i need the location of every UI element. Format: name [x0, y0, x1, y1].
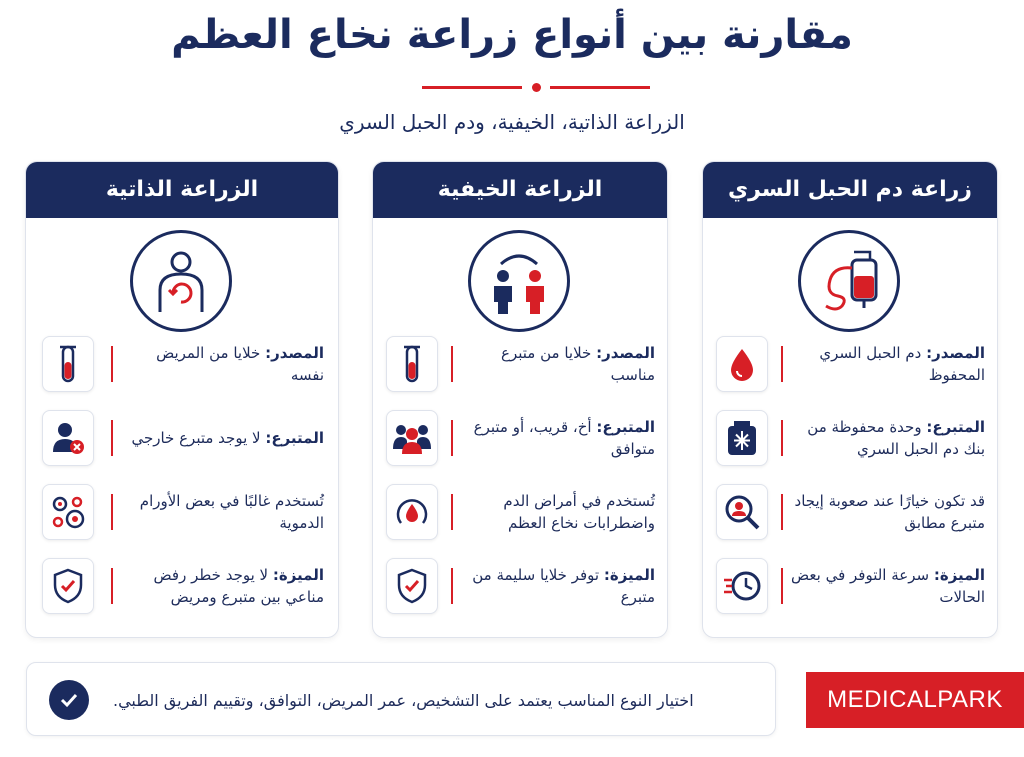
row-text: تُستخدم غالبًا في بعض الأورام الدموية: [139, 492, 324, 532]
row-advantage: [26, 558, 338, 618]
row-text: الميزة: لا يوجد خطر رفض مناعي بين متبرع ومريض: [153, 566, 324, 606]
footer-text: اختيار النوع المناسب يعتمد على التشخيص، عمر المريض، التوافق، وتقييم الفريق الطبي.: [113, 690, 694, 710]
page-subtitle: الزراعة الذاتية، الخيفية، ودم الحبل السري: [339, 110, 685, 134]
row-donor: [26, 410, 338, 470]
row-text: المتبرع: لا يوجد متبرع خارجي: [131, 429, 324, 447]
row-usage: [26, 484, 338, 544]
row-divider: [781, 346, 783, 382]
test-tube-icon: [386, 336, 438, 392]
test-tube-icon: [42, 336, 94, 392]
blood-drop-icon: [716, 336, 768, 392]
row-divider: [451, 346, 453, 382]
medicalpark-logo: MEDICALPARK: [806, 672, 1024, 728]
card-autologous: [25, 161, 339, 638]
blood-gauge-icon: [386, 484, 438, 540]
title-divider-left: [422, 86, 522, 89]
row-text: المتبرع: وحدة محفوظة من بنك دم الحبل السري: [807, 418, 985, 458]
row-text: الميزة: توفر خلايا سليمة من متبرع: [472, 566, 655, 606]
row-divider: [781, 420, 783, 456]
shield-check-icon: [42, 558, 94, 614]
user-x-icon: [42, 410, 94, 466]
row-divider: [451, 568, 453, 604]
row-divider: [111, 494, 113, 530]
row-donor: [703, 410, 997, 470]
row-source: [703, 336, 997, 396]
footer-note: [26, 662, 776, 736]
row-divider: [781, 494, 783, 530]
row-advantage: [373, 558, 667, 618]
cord-blood-bag-icon: [798, 230, 900, 332]
row-divider: [781, 568, 783, 604]
card-header: زراعة دم الحبل السري: [703, 162, 997, 218]
row-source: [373, 336, 667, 396]
row-usage: [703, 484, 997, 544]
donor-recipient-icon: [468, 230, 570, 332]
row-usage: [373, 484, 667, 544]
row-donor: [373, 410, 667, 470]
check-circle-icon: [49, 680, 89, 720]
row-text: المصدر: دم الحبل السري المحفوظ: [819, 344, 985, 384]
freezer-icon: [716, 410, 768, 466]
title-divider-dot: [532, 83, 541, 92]
card-header: الزراعة الخيفية: [373, 162, 667, 218]
row-divider: [111, 568, 113, 604]
row-divider: [451, 494, 453, 530]
card-allogeneic: [372, 161, 668, 638]
row-text: تُستخدم في أمراض الدم واضطرابات نخاع العظم: [503, 492, 655, 532]
body-cycle-icon: [130, 230, 232, 332]
group-icon: [386, 410, 438, 466]
title-divider-right: [550, 86, 650, 89]
search-user-icon: [716, 484, 768, 540]
page-title: مقارنة بين أنواع زراعة نخاع العظم: [171, 12, 853, 58]
row-text: المتبرع: أخ، قريب، أو متبرع متوافق: [473, 418, 655, 458]
card-header: الزراعة الذاتية: [26, 162, 338, 218]
row-divider: [111, 346, 113, 382]
cells-icon: [42, 484, 94, 540]
fast-clock-icon: [716, 558, 768, 614]
row-source: [26, 336, 338, 396]
row-divider: [111, 420, 113, 456]
row-text: المصدر: خلايا من المريض نفسه: [156, 344, 324, 384]
row-text: الميزة: سرعة التوفر في بعض الحالات: [791, 566, 985, 606]
row-advantage: [703, 558, 997, 618]
row-text: المصدر: خلايا من متبرع مناسب: [501, 344, 655, 384]
card-cord-blood: [702, 161, 998, 638]
row-text: قد تكون خيارًا عند صعوبة إيجاد متبرع مطابق: [794, 492, 985, 532]
shield-check-icon: [386, 558, 438, 614]
row-divider: [451, 420, 453, 456]
